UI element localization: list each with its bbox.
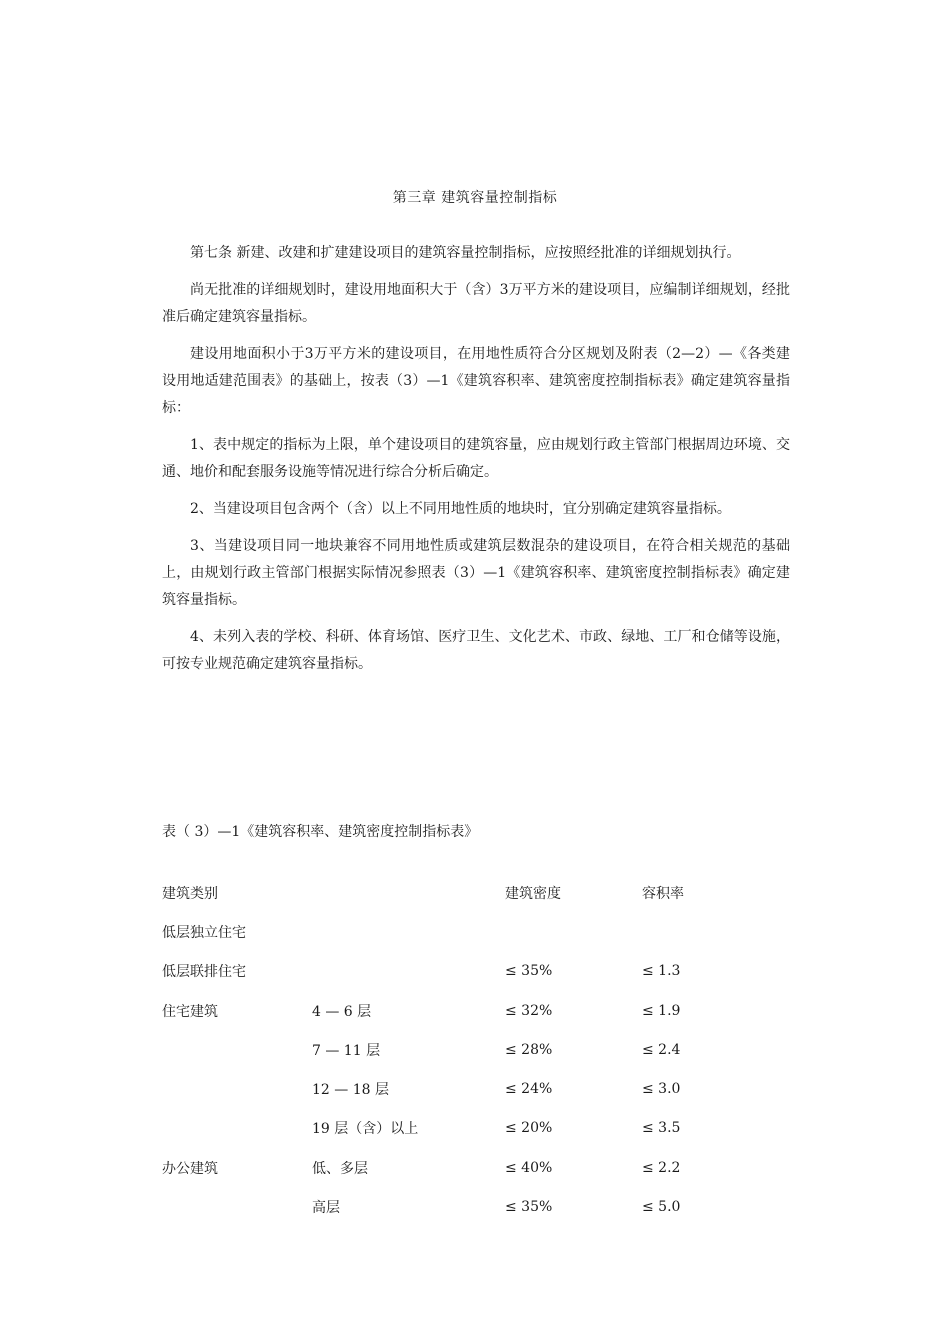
cell-far: ≤ 3.5: [642, 1120, 681, 1137]
cell-sub: [312, 952, 505, 991]
cell-far: ≤ 2.2: [642, 1159, 681, 1176]
cell-sub: 12 — 18 层: [312, 1082, 389, 1099]
paragraph-no-detailed-plan: 尚无批准的详细规划时，建设用地面积大于（含）3万平方米的建设项目，应编制详细规划，经批准后确定建筑容量指标。: [162, 282, 790, 325]
paragraph-article-7: 第七条 新建、改建和扩建建设项目的建筑容量控制指标，应按照经批准的详细规划执行。: [190, 245, 741, 261]
cell-category: [162, 1109, 312, 1148]
cell-sub: 19 层（含）以上: [312, 1121, 419, 1138]
header-category: 建筑类别: [162, 885, 218, 902]
cell-category: [162, 1030, 312, 1069]
cell-density: ≤ 35%: [505, 1199, 553, 1216]
header-far: 容积率: [642, 885, 684, 902]
cell-density: ≤ 40%: [505, 1159, 553, 1176]
cell-far: [642, 912, 742, 951]
cell-category: 低层联排住宅: [162, 964, 246, 981]
table-caption: 表（ 3）—1《建筑容积率、建筑密度控制指标表》: [162, 824, 479, 840]
paragraph-item-3: 3、当建设项目同一地块兼容不同用地性质或建筑层数混杂的建设项目，在符合相关规范的基础上，由规划行政主管部门根据实际情况参照表（3）—1《建筑容积率、建筑密度控制指标表》确定建筑容量指标。: [162, 538, 790, 608]
table-row: [162, 952, 742, 991]
table-row: [162, 1030, 742, 1069]
cell-sub: 高层: [312, 1200, 340, 1217]
cell-sub: [312, 912, 505, 951]
cell-sub: 4 — 6 层: [312, 1003, 372, 1020]
cell-density: ≤ 20%: [505, 1120, 553, 1137]
table-row: [162, 991, 742, 1030]
cell-category: 办公建筑: [162, 1160, 218, 1177]
table-row: [162, 1148, 742, 1187]
table-row: [162, 912, 742, 951]
header-density: 建筑密度: [505, 885, 561, 902]
cell-far: ≤ 5.0: [642, 1199, 681, 1216]
cell-sub: 低、多层: [312, 1160, 368, 1177]
body-text: [162, 240, 790, 688]
cell-category: [162, 1069, 312, 1108]
table-row: [162, 1109, 742, 1148]
cell-category: [162, 1187, 312, 1226]
cell-density: ≤ 32%: [505, 1002, 553, 1019]
cell-category: 低层独立住宅: [162, 924, 246, 941]
table-row: [162, 1187, 742, 1226]
header-sub: [312, 873, 505, 912]
table-header-row: [162, 873, 742, 912]
table-row: [162, 1069, 742, 1108]
paragraph-item-2: 2、当建设项目包含两个（含）以上不同用地性质的地块时，宜分别确定建筑容量指标。: [190, 501, 731, 517]
cell-far: ≤ 2.4: [642, 1041, 681, 1058]
cell-density: [505, 912, 642, 951]
cell-density: ≤ 35%: [505, 963, 553, 980]
cell-sub: 7 — 11 层: [312, 1042, 381, 1059]
cell-density: ≤ 24%: [505, 1081, 553, 1098]
chapter-title: 第三章 建筑容量控制指标: [392, 190, 558, 206]
cell-far: ≤ 3.0: [642, 1081, 681, 1098]
cell-category: 住宅建筑: [162, 1003, 218, 1020]
cell-density: ≤ 28%: [505, 1041, 553, 1058]
paragraph-item-1: 1、表中规定的指标为上限，单个建设项目的建筑容量，应由规划行政主管部门根据周边环境、交通、地价和配套服务设施等情况进行综合分析后确定。: [162, 437, 790, 480]
indicator-table: [162, 873, 742, 1227]
cell-far: ≤ 1.3: [642, 963, 681, 980]
cell-far: ≤ 1.9: [642, 1002, 681, 1019]
paragraph-small-site: 建设用地面积小于3万平方米的建设项目，在用地性质符合分区规划及附表（2—2）—《各类建设用地适建范围表》的基础上，按表（3）—1《建筑容积率、建筑密度控制指标表》确定建筑容量指标：: [162, 346, 790, 416]
paragraph-item-4: 4、未列入表的学校、科研、体育场馆、医疗卫生、文化艺术、市政、绿地、工厂和仓储等设施，可按专业规范确定建筑容量指标。: [162, 629, 790, 672]
